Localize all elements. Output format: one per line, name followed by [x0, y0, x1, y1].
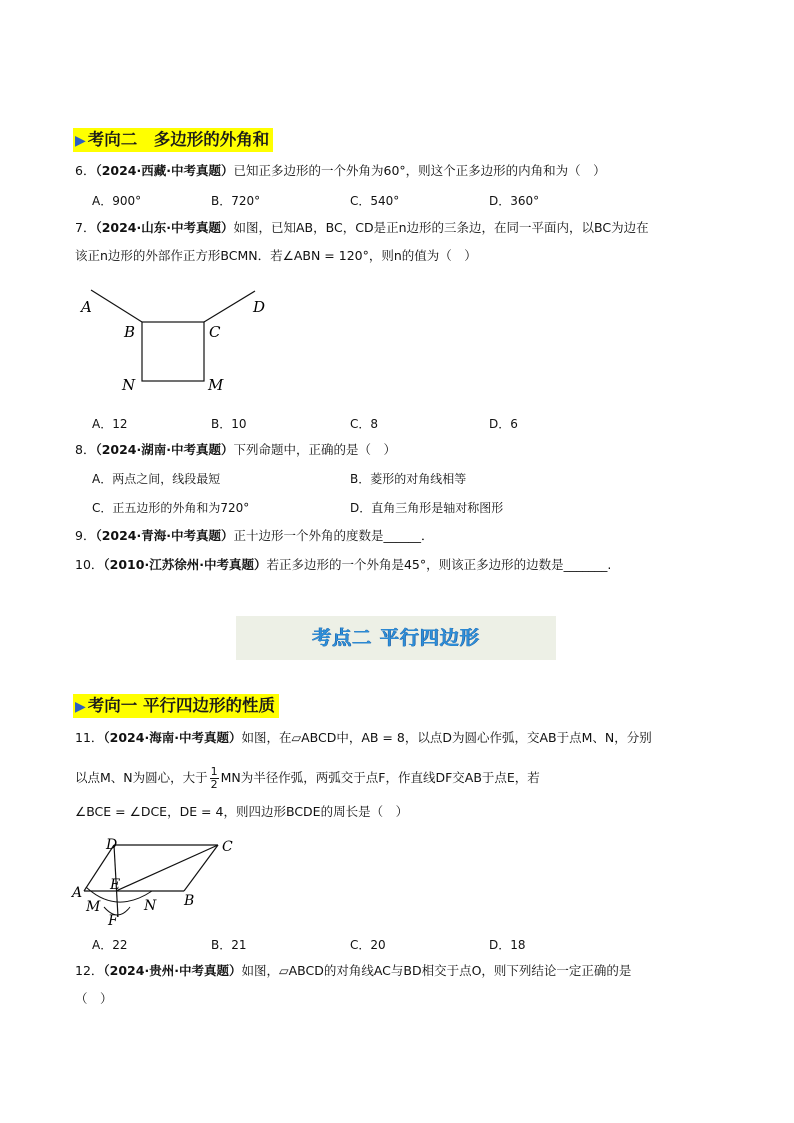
- question-source: （2024·湖南·中考真题）: [95, 442, 234, 457]
- question-source: （2024·西藏·中考真题）: [95, 163, 234, 178]
- label-d: D: [106, 837, 118, 853]
- label-f: F: [108, 913, 118, 925]
- q6-option-b: B．720°: [211, 194, 261, 208]
- question-number: 9．: [75, 528, 96, 543]
- label-e: E: [110, 877, 121, 893]
- q11-option-d: D．18: [489, 938, 526, 952]
- label-a: A: [72, 885, 83, 901]
- question-source: （2024·海南·中考真题）: [103, 730, 242, 745]
- section-header-exterior-angle: [73, 128, 273, 152]
- question-number: 10．: [75, 557, 104, 572]
- label-a: A: [81, 298, 92, 316]
- question-stem-line1: 如图，在▱ABCD中，AB = 8，以点D为圆心作弧，交AB于点M、N，分别: [241, 730, 652, 745]
- question-number: 12．: [75, 963, 104, 978]
- label-m: M: [86, 899, 101, 915]
- q8-option-a: A．两点之间，线段最短: [92, 472, 221, 486]
- q8-option-d: D．直角三角形是轴对称图形: [350, 501, 504, 515]
- label-b: B: [124, 323, 136, 341]
- question-8: [75, 441, 396, 459]
- question-source: （2024·山东·中考真题）: [95, 220, 234, 235]
- q11-option-b: B．21: [211, 938, 247, 952]
- question-number: 11．: [75, 730, 104, 745]
- q7-option-d: D．6: [489, 417, 518, 431]
- question-9: [75, 527, 434, 545]
- segment-ec: [116, 845, 218, 891]
- label-n: N: [122, 376, 136, 394]
- question-number: 6．: [75, 163, 96, 178]
- question-source: （2024·贵州·中考真题）: [103, 963, 242, 978]
- play-arrow-icon: ▶: [75, 133, 86, 149]
- q6-option-d: D．360°: [489, 194, 540, 208]
- question-number: 8．: [75, 442, 96, 457]
- question-stem-line1: 如图，已知AB，BC，CD是正n边形的三条边，在同一平面内，以BC为边在: [233, 220, 649, 235]
- question-6: [75, 162, 606, 180]
- square-bcmn: [142, 322, 204, 381]
- question-source: （2024·青海·中考真题）: [95, 528, 234, 543]
- section-title: 考向一 平行四边形的性质: [87, 696, 276, 715]
- q8-option-c: C．正五边形的外角和为720°: [92, 501, 250, 515]
- question-source: （2010·江苏徐州·中考真题）: [103, 557, 267, 572]
- question-stem: 已知正多边形的一个外角为60°，则这个正多边形的内角和为（ ）: [233, 163, 606, 178]
- q7-figure: [70, 280, 290, 400]
- q8-option-b: B．菱形的对角线相等: [350, 472, 467, 486]
- section-header-parallelogram: [73, 694, 279, 718]
- q7-option-b: B．10: [211, 417, 247, 431]
- label-m: M: [208, 376, 224, 394]
- label-d: D: [253, 298, 266, 316]
- stem-part: 以点M、N为圆心，大于: [75, 770, 208, 785]
- question-7: [75, 219, 649, 237]
- fraction-denominator: 2: [210, 778, 218, 791]
- label-c: C: [209, 323, 221, 341]
- fraction: [210, 766, 219, 791]
- question-12: [75, 962, 631, 980]
- question-stem: 下列命题中，正确的是（ ）: [233, 442, 397, 457]
- q6-option-c: C．540°: [350, 194, 400, 208]
- question-10: [75, 556, 611, 574]
- q11-option-c: C．20: [350, 938, 386, 952]
- q11-figure: [68, 833, 248, 925]
- segment-ab: [91, 290, 142, 322]
- label-b: B: [184, 893, 195, 909]
- label-c: C: [222, 839, 233, 855]
- q7-option-a: A．12: [92, 417, 128, 431]
- question-number: 7．: [75, 220, 96, 235]
- question-12-line2: （ ）: [75, 991, 113, 1006]
- topic-banner: 考点二 平行四边形: [236, 616, 556, 660]
- segment-cb: [184, 845, 218, 891]
- question-11: [75, 729, 652, 747]
- q7-option-c: C．8: [350, 417, 379, 431]
- stem-part: MN为半径作弧，两弧交于点F，作直线DF交AB于点E，若: [220, 770, 540, 785]
- q11-option-a: A．22: [92, 938, 128, 952]
- segment-cd: [204, 291, 255, 322]
- question-stem-line1: 如图，▱ABCD的对角线AC与BD相交于点O，则下列结论一定正确的是: [241, 963, 632, 978]
- question-11-line2: [75, 766, 540, 791]
- question-stem: 若正多边形的一个外角是45°，则该正多边形的边数是_______.: [266, 557, 612, 572]
- label-n: N: [144, 898, 157, 914]
- question-11-line3: ∠BCE = ∠DCE，DE = 4，则四边形BCDE的周长是（ ）: [75, 804, 409, 819]
- play-arrow-icon: ▶: [75, 699, 86, 715]
- section-title: 考向二 多边形的外角和: [87, 130, 270, 149]
- question-stem: 正十边形一个外角的度数是______．: [233, 528, 434, 543]
- question-7-line2: 该正n边形的外部作正方形BCMN．若∠ABN = 120°，则n的值为（ ）: [75, 248, 477, 263]
- fraction-numerator: 1: [210, 765, 218, 778]
- q6-option-a: A．900°: [92, 194, 142, 208]
